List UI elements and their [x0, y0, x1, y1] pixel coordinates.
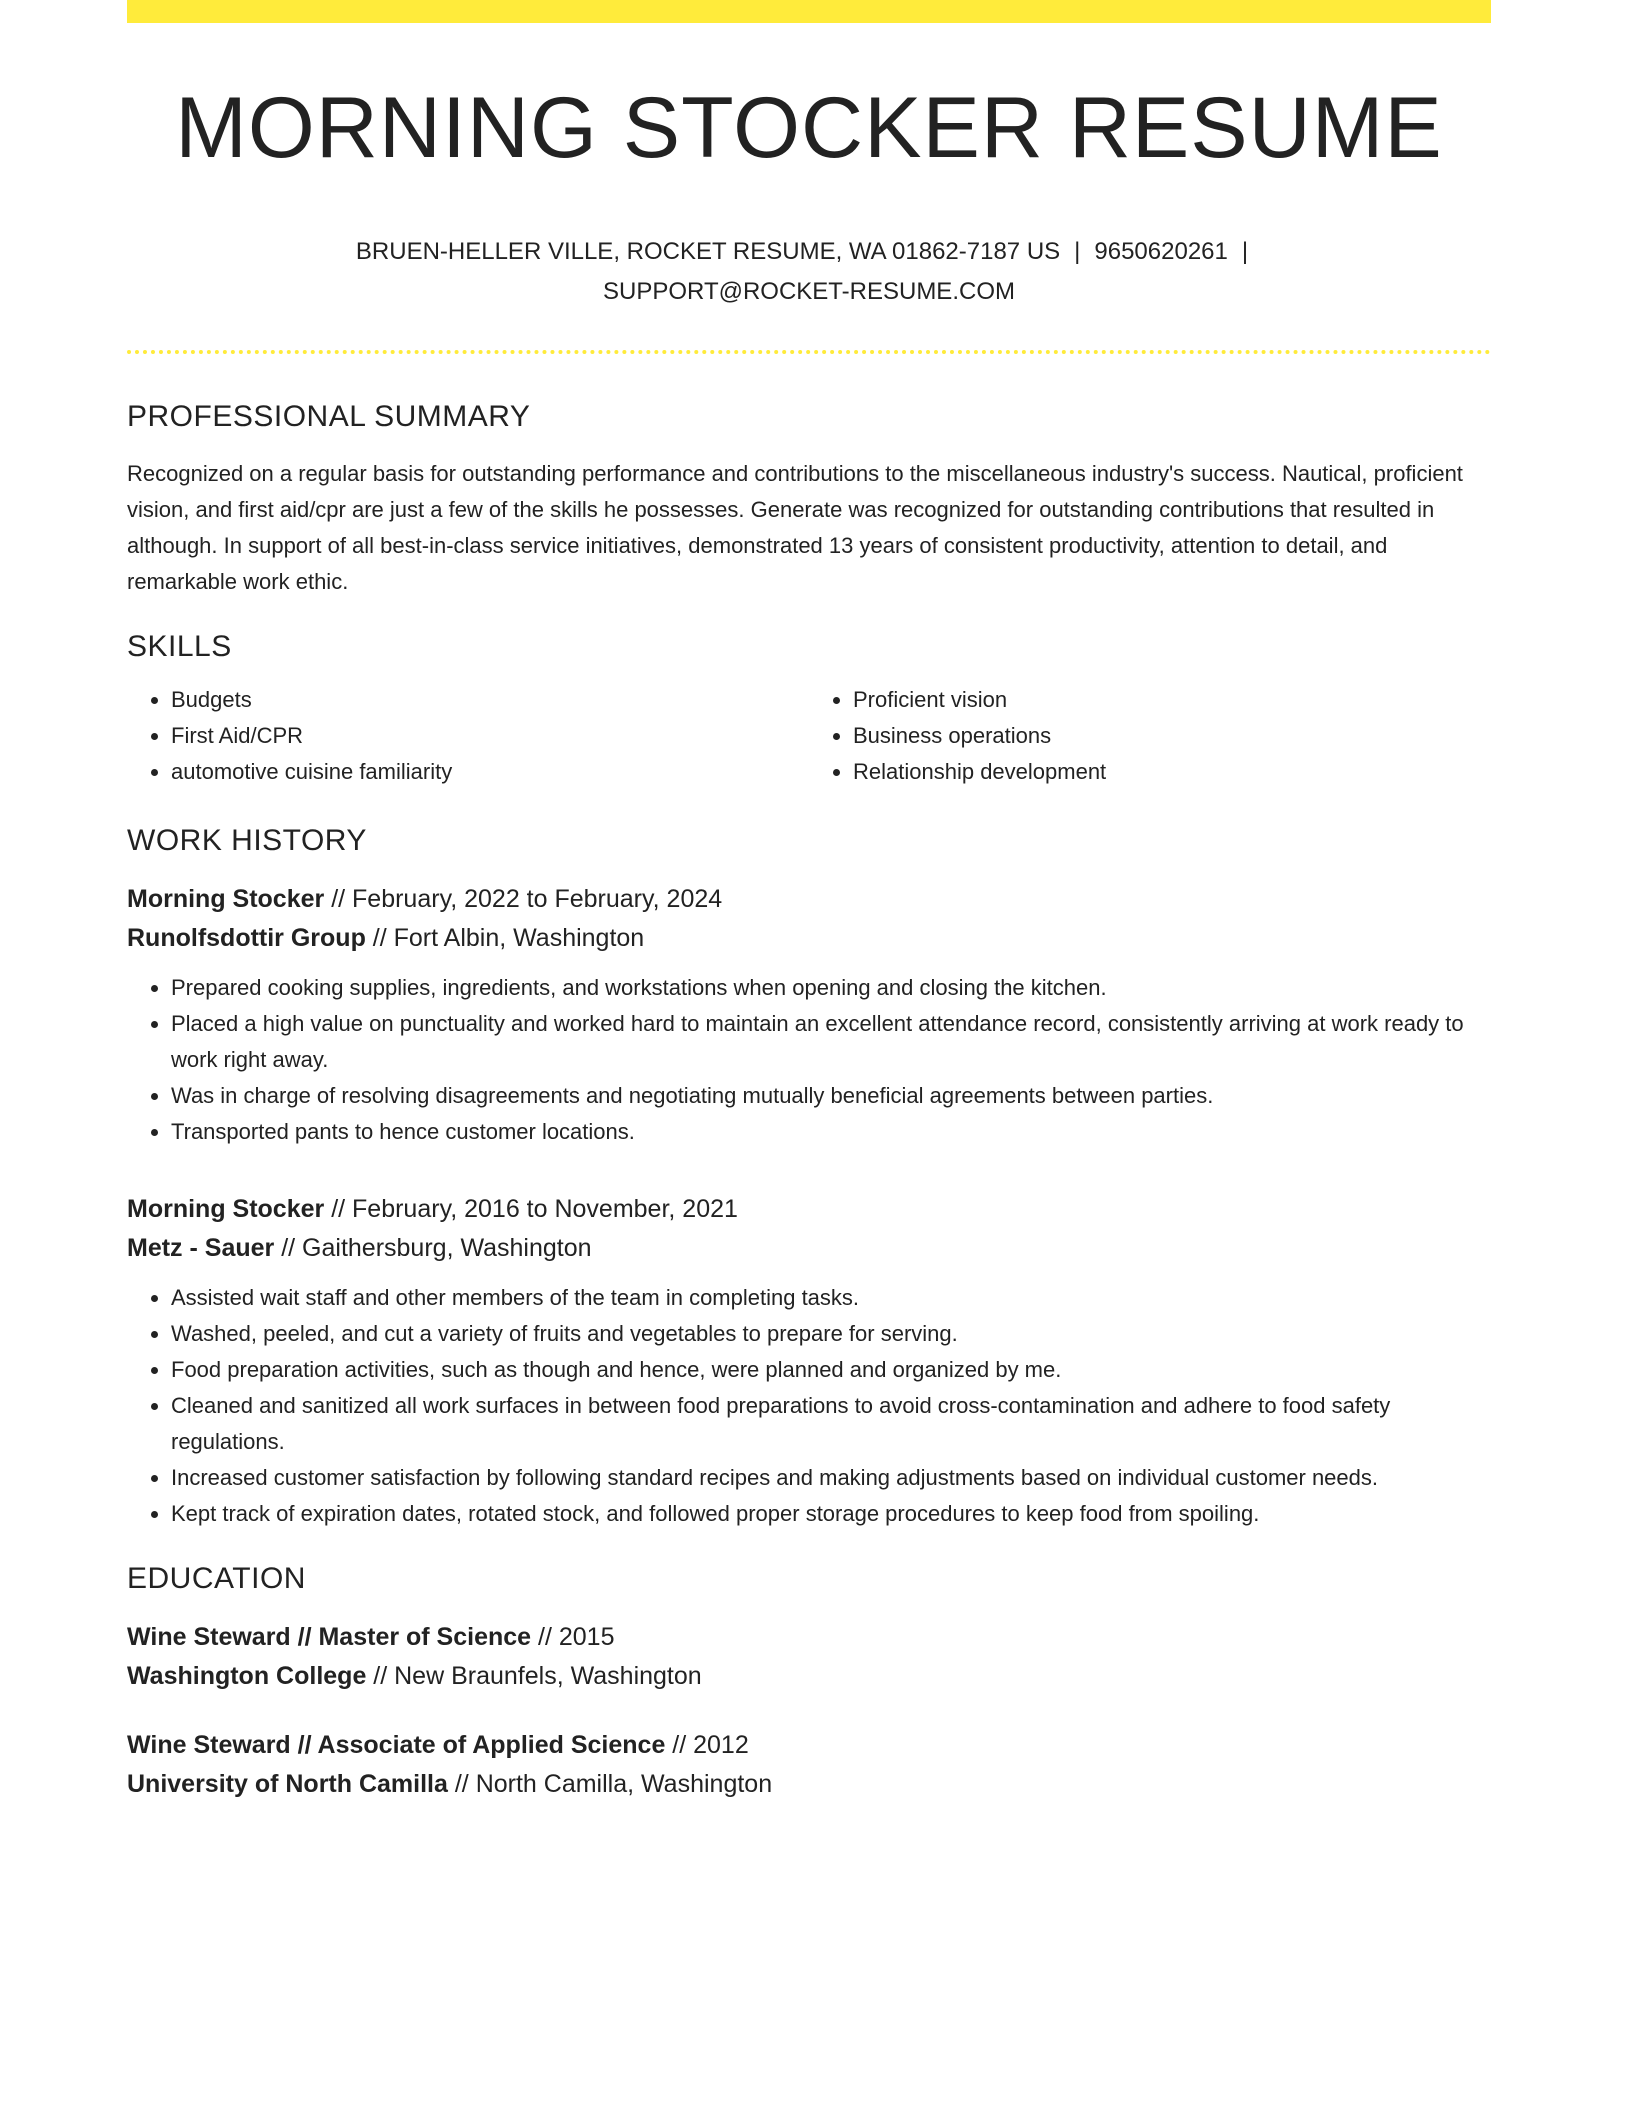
job-bullet: • Increased customer satisfaction by following standard recipes and making adjustments based on individual customer needs. [171, 1460, 1491, 1496]
contact-info [127, 232, 1491, 312]
degree-line [127, 1618, 1491, 1657]
job-bullet: • Placed a high value on punctuality and worked hard to maintain an excellent attendance record, consistently arriving at work ready to work right away. [171, 1006, 1491, 1078]
skill-item: • automotive cuisine familiarity [171, 754, 809, 790]
work-history-heading: WORK HISTORY [127, 823, 367, 857]
skills-heading: SKILLS [127, 629, 232, 663]
school-name: Washington College [127, 1661, 367, 1690]
skill-item: • Proficient vision [853, 682, 1491, 718]
job-location: // Fort Albin, Washington [365, 923, 645, 952]
skills-list [127, 682, 1491, 790]
job-bullet: • Kept track of expiration dates, rotated stock, and followed proper storage procedures to keep food from spoiling. [171, 1496, 1491, 1532]
separator: | [1241, 237, 1249, 265]
school-location: // New Braunfels, Washington [366, 1661, 702, 1690]
job-role: Morning Stocker [127, 1194, 325, 1223]
job-bullet: • Cleaned and sanitized all work surfaces in between food preparations to avoid cross-contamination and adhere to food safety regulations. [171, 1388, 1491, 1460]
job-bullet: • Transported pants to hence customer locations. [171, 1114, 1491, 1150]
job-role: Morning Stocker [127, 884, 325, 913]
degree: Wine Steward // Master of Science [127, 1622, 532, 1651]
skill-item: • Budgets [171, 682, 809, 718]
skill-item: • First Aid/CPR [171, 718, 809, 754]
email-link[interactable]: SUPPORT@ROCKET-RESUME.COM [603, 277, 1015, 305]
job-bullets [127, 1280, 1491, 1532]
skills-column-right [809, 682, 1491, 790]
summary-text: Recognized on a regular basis for outstanding performance and contributions to the miscellaneous industry's success. Nautical, proficient vision, and first aid/cpr are just a few of the skills he possesses. Generate was recognized for outstanding contributions that resulted in although. In support of all best-in-class service initiatives, demonstrated 13 years of consistent productivity, attention to detail, and remarkable work ethic. [127, 460, 1463, 594]
job-role-line [127, 880, 1491, 919]
accent-bar [127, 0, 1491, 23]
job-dates: // February, 2022 to February, 2024 [324, 884, 723, 913]
skill-item: • Relationship development [853, 754, 1491, 790]
education-heading: EDUCATION [127, 1561, 306, 1595]
school-line [127, 1765, 1491, 1804]
job-entry [127, 1190, 1491, 1532]
phone: 9650620261 [1094, 237, 1228, 265]
education-entry [127, 1726, 1491, 1804]
school-line [127, 1657, 1491, 1696]
degree: Wine Steward // Associate of Applied Science [127, 1730, 666, 1759]
job-company: Runolfsdottir Group [127, 923, 366, 952]
separator: | [1074, 237, 1081, 265]
job-bullet: • Washed, peeled, and cut a variety of fruits and vegetables to prepare for serving. [171, 1316, 1491, 1352]
resume-page [127, 0, 1491, 1804]
school-name: University of North Camilla [127, 1769, 448, 1798]
skill-item: • Business operations [853, 718, 1491, 754]
job-bullets [127, 970, 1491, 1150]
address: BRUEN-HELLER VILLE, ROCKET RESUME, WA 01862-7187 US [355, 237, 1061, 265]
job-role-line [127, 1190, 1491, 1229]
job-bullet: • Assisted wait staff and other members of the team in completing tasks. [171, 1280, 1491, 1316]
school-location: // North Camilla, Washington [447, 1769, 773, 1798]
job-company: Metz - Sauer [127, 1233, 275, 1262]
job-location: // Gaithersburg, Washington [274, 1233, 592, 1262]
education-entry [127, 1618, 1491, 1696]
degree-line [127, 1726, 1491, 1765]
resume-title: MORNING STOCKER RESUME [175, 80, 1443, 176]
job-dates: // February, 2016 to November, 2021 [324, 1194, 738, 1223]
job-bullet: • Was in charge of resolving disagreements and negotiating mutually beneficial agreements between parties. [171, 1078, 1491, 1114]
dotted-divider [127, 350, 1491, 354]
job-company-line [127, 1229, 1491, 1268]
job-bullet: • Food preparation activities, such as though and hence, were planned and organized by me. [171, 1352, 1491, 1388]
summary-heading: PROFESSIONAL SUMMARY [127, 399, 531, 433]
graduation-year: // 2015 [531, 1622, 615, 1651]
graduation-year: // 2012 [665, 1730, 749, 1759]
skills-column-left [127, 682, 809, 790]
job-entry [127, 880, 1491, 1150]
job-company-line [127, 919, 1491, 958]
job-bullet: • Prepared cooking supplies, ingredients, and workstations when opening and closing the kitchen. [171, 970, 1491, 1006]
